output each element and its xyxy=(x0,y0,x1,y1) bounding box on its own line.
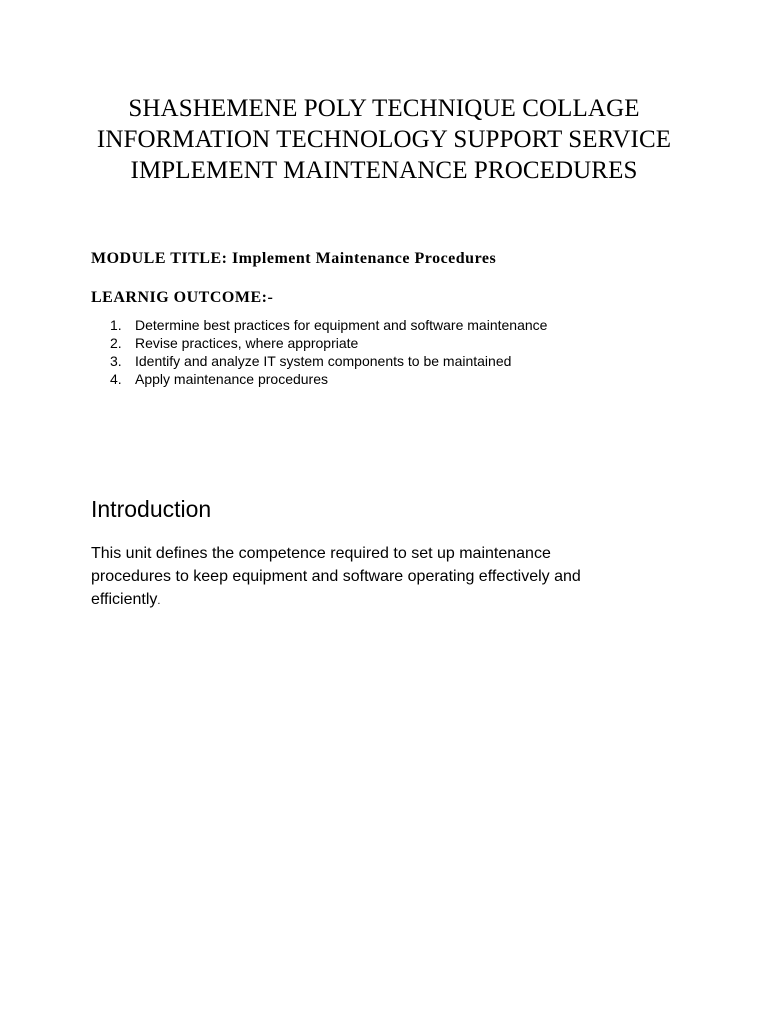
list-item-number: 2. xyxy=(110,335,122,351)
list-item-text: Identify and analyze IT system components to be maintained xyxy=(135,353,512,369)
list-item xyxy=(110,370,547,388)
introduction-line-text: efficiently xyxy=(91,591,158,608)
list-item-number: 1. xyxy=(110,317,122,333)
introduction-heading: Introduction xyxy=(91,496,212,522)
list-item xyxy=(110,334,547,352)
introduction-line: This unit defines the competence required to set up maintenance xyxy=(91,545,551,562)
list-item xyxy=(110,316,547,334)
module-title: MODULE TITLE: Implement Maintenance Procedures xyxy=(91,250,497,267)
list-item-text: Determine best practices for equipment and software maintenance xyxy=(135,317,548,333)
learning-outcome-list xyxy=(110,316,547,388)
list-item-number: 3. xyxy=(110,353,122,369)
header-module-name: IMPLEMENT MAINTENANCE PROCEDURES xyxy=(130,157,638,184)
learning-outcome-label: LEARNIG OUTCOME:- xyxy=(91,289,274,306)
introduction-end-mark: . xyxy=(157,595,161,607)
document-header xyxy=(0,93,768,186)
header-department: INFORMATION TECHNOLOGY SUPPORT SERVICE xyxy=(96,126,672,153)
introduction-line-last xyxy=(91,588,711,613)
introduction-paragraph xyxy=(91,542,711,613)
list-item-number: 4. xyxy=(110,371,122,387)
header-college-name: SHASHEMENE POLY TECHNIQUE COLLAGE xyxy=(128,95,640,122)
list-item-text: Apply maintenance procedures xyxy=(135,371,329,387)
list-item-text: Revise practices, where appropriate xyxy=(135,335,359,351)
list-item xyxy=(110,352,547,370)
introduction-line: procedures to keep equipment and software operating effectively and xyxy=(91,568,581,585)
